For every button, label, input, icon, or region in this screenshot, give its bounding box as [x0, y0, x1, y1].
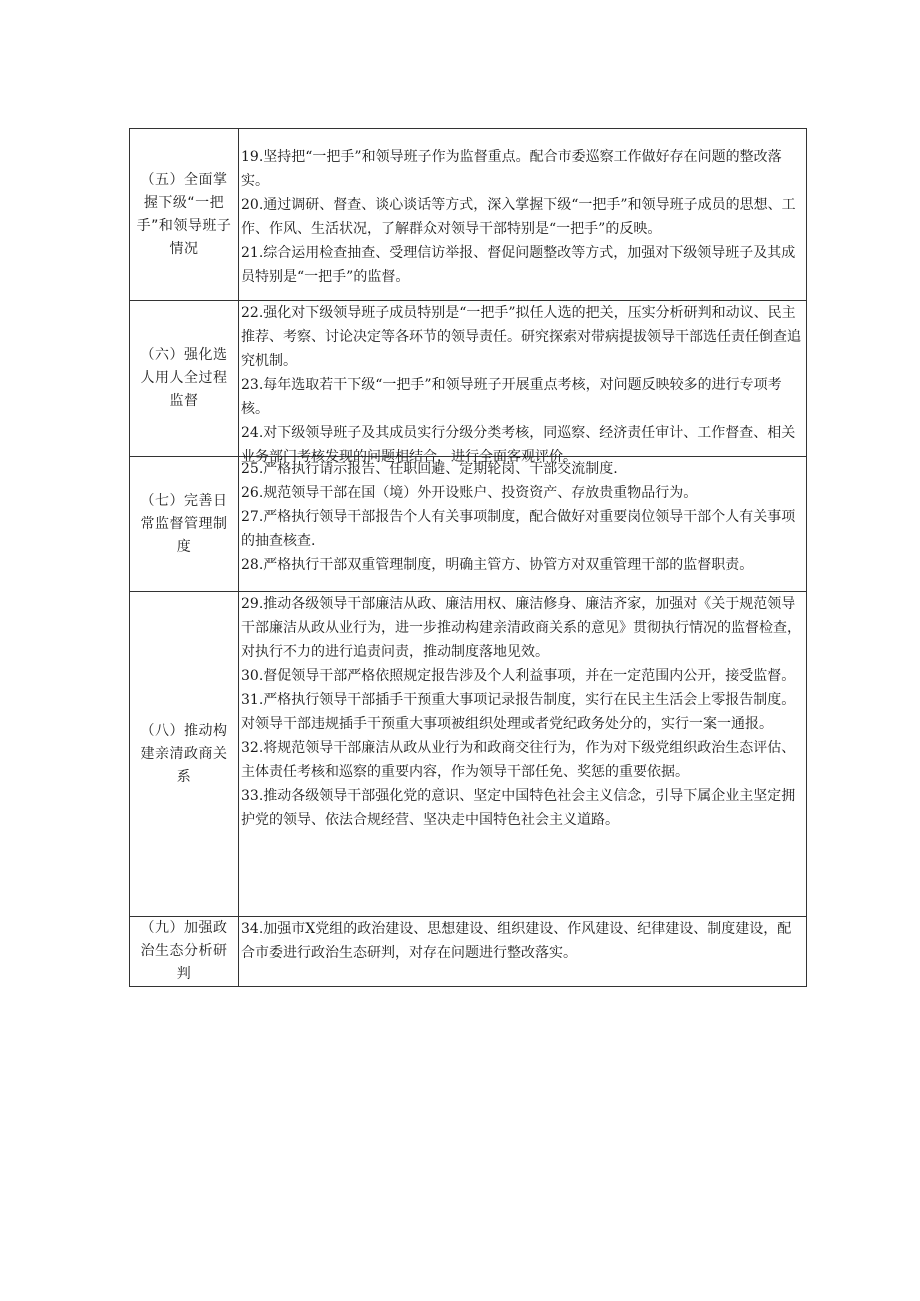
category-cell: （六）强化选人用人全过程监督	[130, 301, 239, 457]
content-cell	[239, 129, 807, 301]
list-item: 30.督促领导干部严格依照规定报告涉及个人利益事项，并在一定范围内公开，接受监督。	[241, 668, 796, 684]
table-row	[130, 301, 807, 457]
list-item: 26.规范领导干部在国（境）外开设账户、投资资产、存放贵重物品行为。	[241, 485, 698, 501]
content-cell	[239, 301, 807, 465]
list-item: 28.严格执行干部双重管理制度，明确主管方、协管方对双重管理干部的监督职责。	[241, 557, 754, 573]
list-item: 25.严格执行请示报告、任职回避、定期轮岗、干部交流制度.	[241, 461, 618, 477]
list-item: 32.将规范领导干部廉洁从政从业行为和政商交往行为，作为对下级党组织政治生态评估、主体责任考核和巡察的重要内容，作为领导干部任免、奖惩的重要依据。	[241, 740, 796, 780]
list-item: 20.通过调研、督查、谈心谈话等方式，深入掌握下级“一把手”和领导班子成员的思想、工作、作风、生活状况，了解群众对领导干部特别是“一把手”的反映。	[241, 197, 796, 237]
supervision-table	[129, 128, 807, 987]
list-item: 24.对下级领导班子及其成员实行分级分类考核，同巡察、经济责任审计、工作督查、相关业务部门考核发现的问题相结合，进行全面客观评价。	[241, 425, 796, 465]
content-cell	[239, 917, 807, 987]
list-item: 31.严格执行领导干部插手干预重大事项记录报告制度，实行在民主生活会上零报告制度。对领导干部违规插手干预重大事项被组织处理或者党纪政务处分的，实行一案一通报。	[241, 692, 796, 732]
list-item: 33.推动各级领导干部强化党的意识、坚定中国特色社会主义信念，引导下属企业主坚定拥护党的领导、依法合规经营、坚决走中国特色社会主义道路。	[241, 788, 796, 828]
list-item: 34.加强市X党组的政治建设、思想建设、组织建设、作风建设、纪律建设、制度建设，配合市委进行政治生态研判，对存在问题进行整改落实。	[241, 921, 792, 961]
list-item: 23.每年选取若干下级“一把手”和领导班子开展重点考核，对问题反映较多的进行专项考核。	[241, 377, 782, 417]
content-cell	[239, 592, 807, 917]
clipped-content	[241, 301, 804, 465]
table-row	[130, 129, 807, 301]
category-cell: （八）推动构建亲清政商关系	[130, 592, 239, 917]
category-cell: （五）全面掌握下级“一把手”和领导班子情况	[130, 129, 239, 301]
table-row	[130, 592, 807, 917]
content-cell	[239, 457, 807, 592]
category-cell: （七）完善日常监督管理制度	[130, 457, 239, 592]
list-item: 29.推动各级领导干部廉洁从政、廉洁用权、廉洁修身、廉洁齐家，加强对《关于规范领导干部廉洁从政从业行为，进一步推动构建亲清政商关系的意见》贯彻执行情况的监督检查，对执行不力的进行追责问责，推动制度落地见效。	[241, 596, 801, 660]
list-item: 19.坚持把“一把手”和领导班子作为监督重点。配合市委巡察工作做好存在问题的整改落实。	[241, 149, 782, 189]
list-item: 22.强化对下级领导班子成员特别是“一把手”拟任人选的把关，压实分析研判和动议、民主推荐、考察、讨论决定等各环节的领导责任。研究探索对带病提拔领导干部选任责任倒查追究机制。	[241, 305, 801, 369]
category-cell: （九）加强政治生态分析研判	[130, 917, 239, 987]
table-row	[130, 917, 807, 987]
list-item: 21.综合运用检查抽查、受理信访举报、督促问题整改等方式，加强对下级领导班子及其成员特别是“一把手”的监督。	[241, 245, 796, 285]
table-row	[130, 457, 807, 592]
list-item: 27.严格执行领导干部报告个人有关事项制度，配合做好对重要岗位领导干部个人有关事项的抽查核查.	[241, 509, 796, 549]
